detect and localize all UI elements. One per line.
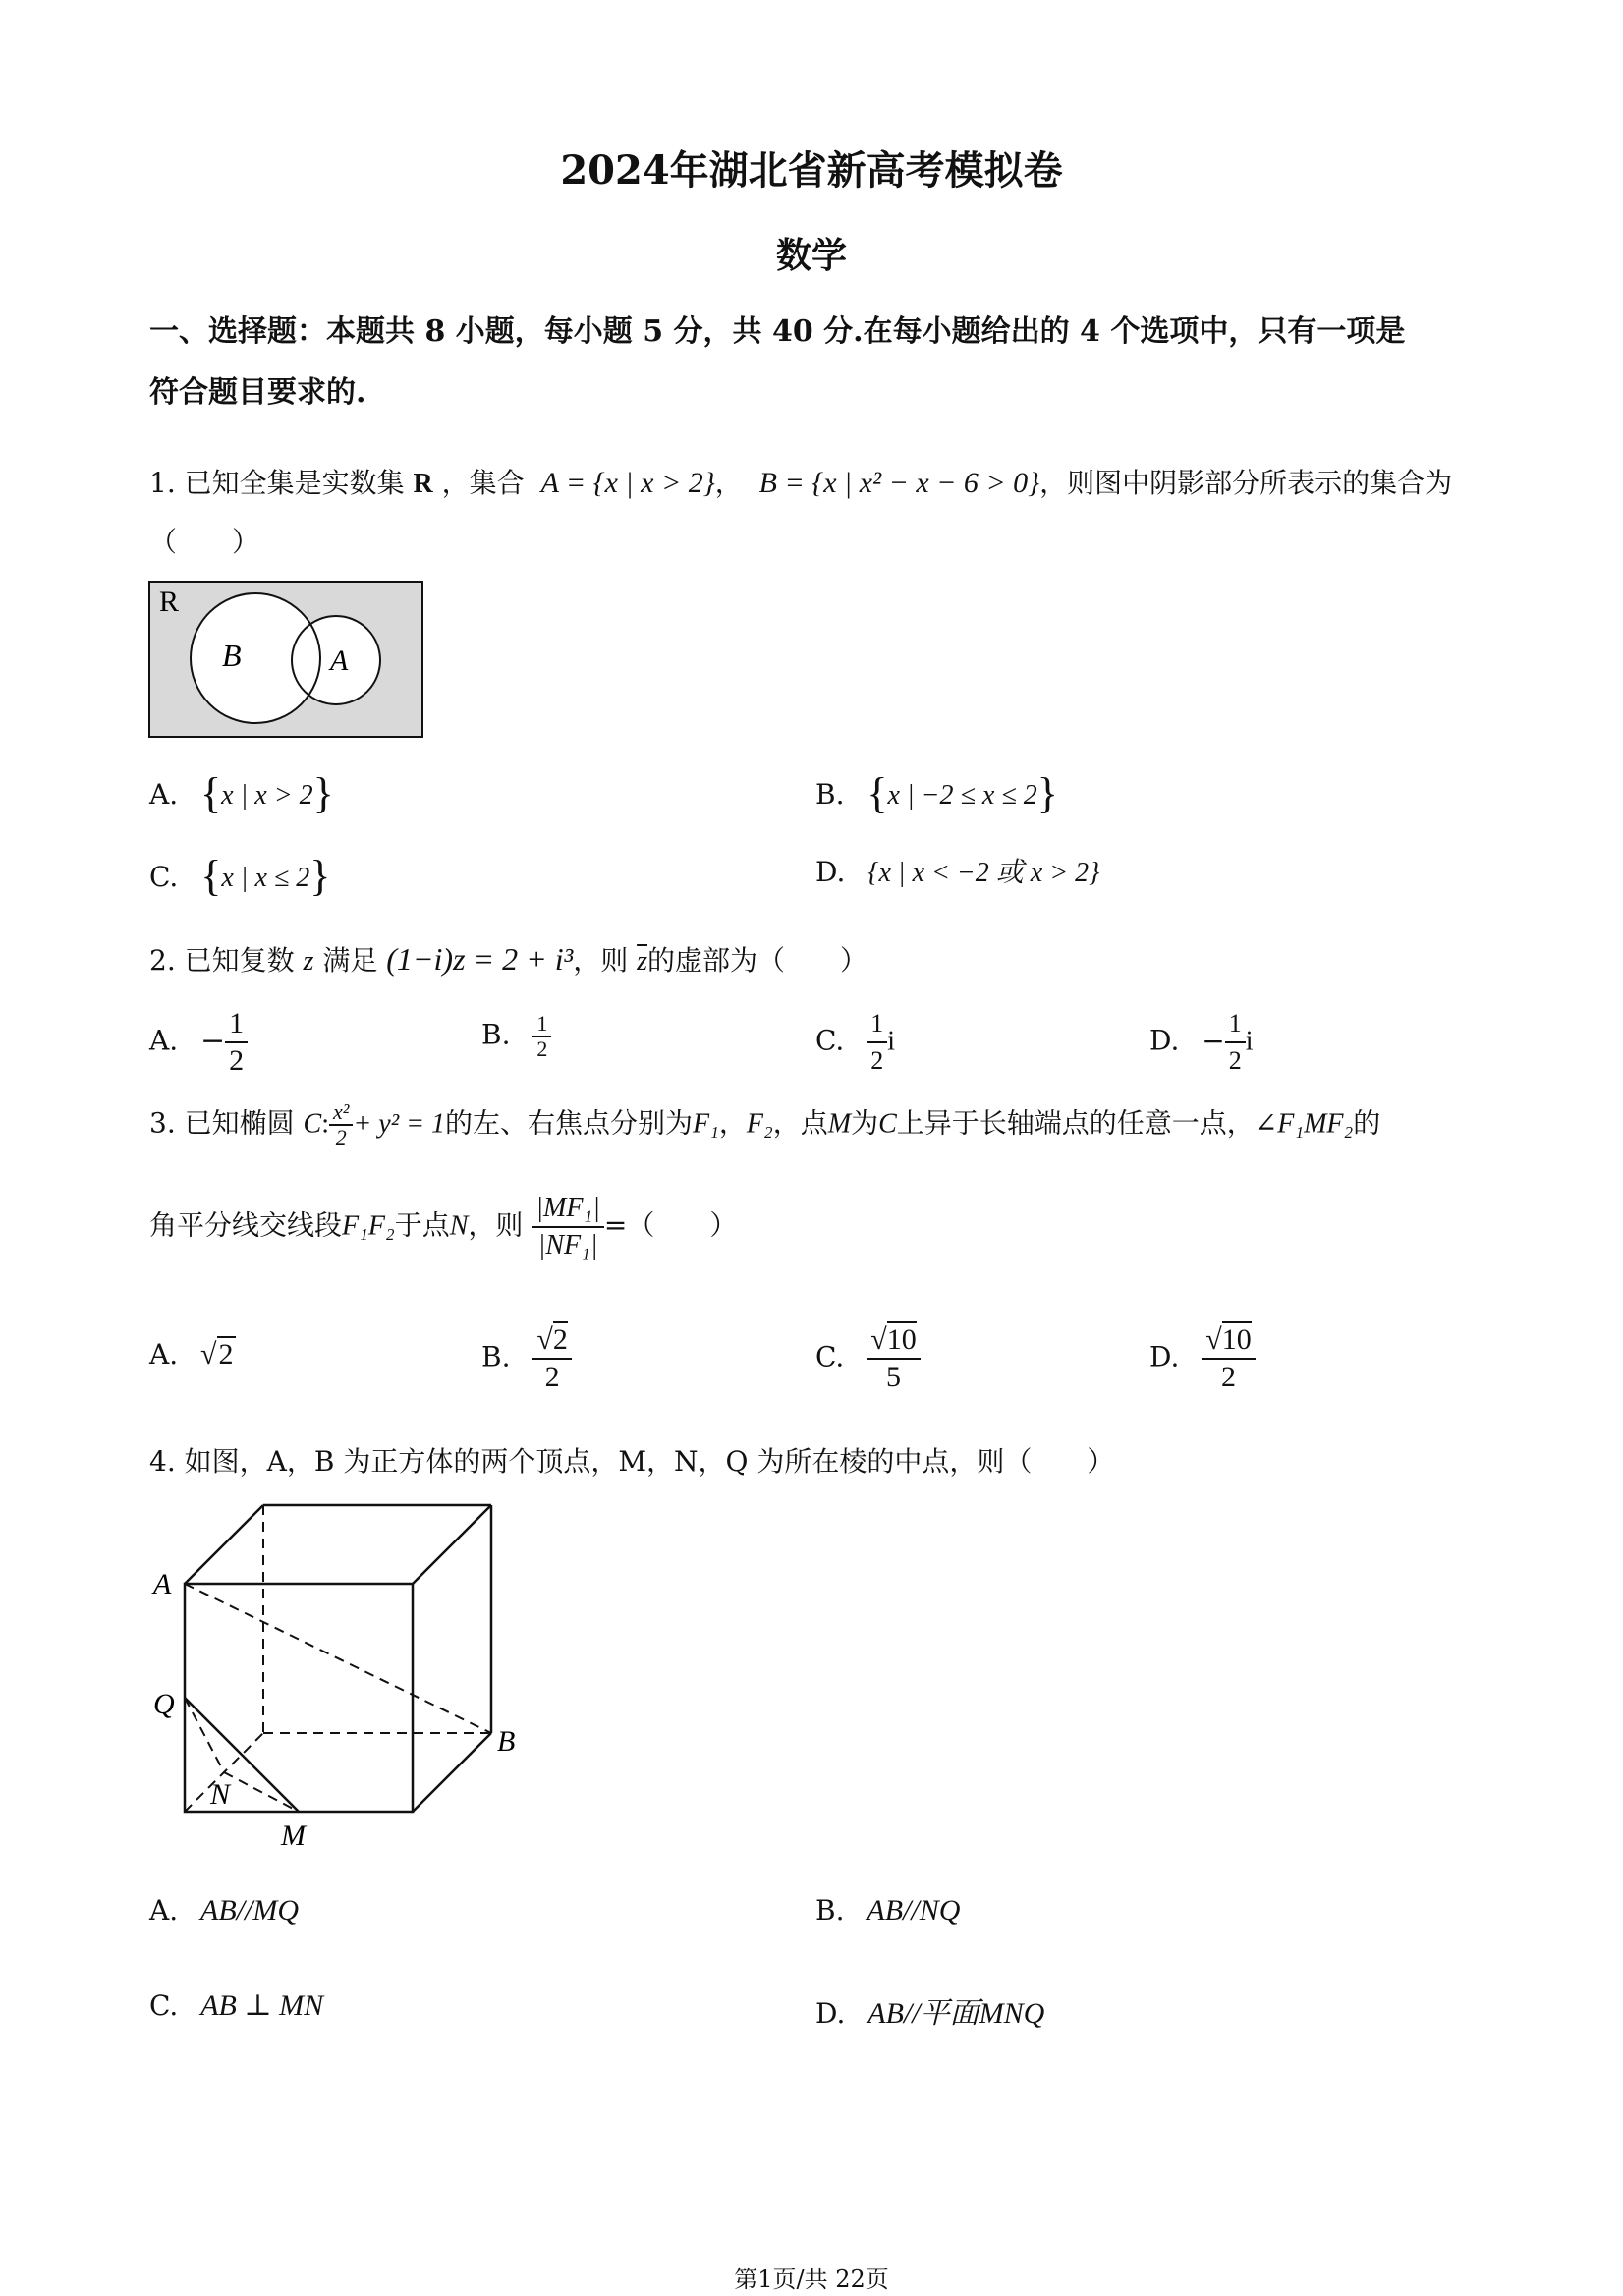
q3-n: N xyxy=(449,1210,469,1242)
q2-option-d-num: 1 xyxy=(1225,1006,1246,1043)
page-title: 2024年湖北省新高考模拟卷 xyxy=(560,147,1063,194)
q4-option-b-text: AB//NQ xyxy=(867,1894,961,1927)
q2-option-b-label: B. xyxy=(481,1018,511,1051)
venn-label-r: R xyxy=(159,586,180,618)
cube-label-q: Q xyxy=(153,1688,175,1720)
q3-line2b: 于点 xyxy=(394,1208,450,1242)
q4-option-d-text: AB//平面MNQ xyxy=(867,1997,1045,2030)
q3-option-d-label: D. xyxy=(1149,1340,1180,1373)
q1-option-d-label: D. xyxy=(815,856,846,888)
q1-option-b-label: B. xyxy=(815,778,845,811)
q2-option-d-sign: − xyxy=(1202,1024,1225,1057)
q1-suffix: ，则图中阴影部分所表示的集合为 xyxy=(1039,467,1453,499)
cube-figure xyxy=(147,1493,540,1847)
q2-option-d-label: D. xyxy=(1149,1024,1180,1057)
q3-option-b[interactable]: B. $\frac{√2}{2}$ xyxy=(481,1322,572,1395)
subject-title: 数学 xyxy=(775,235,847,276)
q4-option-b[interactable] xyxy=(815,1894,960,1928)
q2-option-b[interactable] xyxy=(481,1012,551,1061)
q1-real-set: R xyxy=(413,469,433,499)
q2-option-a[interactable] xyxy=(149,1006,248,1079)
q3-line2c: ，则 xyxy=(468,1208,524,1242)
question-3-stem-line2 xyxy=(149,1191,737,1263)
q2-z: z xyxy=(303,946,314,977)
q3-text4: 上异于长轴端点的任意一点， xyxy=(896,1106,1255,1140)
section-heading-line1: 一、选择题：本题共 8 小题，每小题 5 分，共 40 分.在每小题给出的 4 个选项中，只有一项是 xyxy=(149,314,1406,349)
q1-option-a[interactable]: A. {x | x > 2} xyxy=(149,769,334,817)
q2-option-a-num: 1 xyxy=(225,1006,248,1043)
q4-option-c-label: C. xyxy=(149,1989,179,2022)
cube-edge-bottom-right xyxy=(413,1733,491,1812)
cube-label-m: M xyxy=(281,1820,306,1847)
q3-option-c[interactable]: C. $\frac{√10}{5}$ xyxy=(815,1322,921,1395)
q4-option-b-label: B. xyxy=(815,1894,845,1927)
q3-angle: ∠F₁MF₂ xyxy=(1254,1108,1354,1140)
q3-text2: ，点 xyxy=(772,1106,828,1140)
q2-option-c[interactable] xyxy=(815,1006,895,1079)
q1-option-c[interactable]: C. {x | x ≤ 2} xyxy=(149,852,331,900)
cube-label-b: B xyxy=(497,1725,516,1758)
q2-equation: (1−i)z = 2 + i³ xyxy=(386,941,574,977)
q3-option-c-den: 5 xyxy=(885,1361,901,1393)
q4-option-a[interactable] xyxy=(149,1894,299,1928)
q2-option-a-den: 2 xyxy=(229,1044,245,1077)
q3-option-a-label: A. xyxy=(149,1338,179,1371)
q4-option-d[interactable] xyxy=(815,1988,1044,2032)
cube-line-ab xyxy=(185,1584,491,1733)
q3-line2a: 角平分线交线段 xyxy=(149,1208,343,1242)
q3-eq-den: 2 xyxy=(335,1125,347,1149)
q3-ratio-num: |MF₁| xyxy=(532,1191,604,1228)
q1-option-c-label: C. xyxy=(149,861,179,893)
q3-line2d: =（ ） xyxy=(603,1208,738,1242)
q3-f1f2: F₁F₂ xyxy=(342,1210,395,1242)
cube-line-qn xyxy=(185,1698,224,1772)
q1-option-a-label: A. xyxy=(149,778,179,811)
q3-ratio-den: |NF₁| xyxy=(537,1230,598,1260)
q2-option-a-label: A. xyxy=(149,1024,179,1057)
cube-label-a: A xyxy=(153,1568,172,1600)
q3-prefix: 3. 已知椭圆 xyxy=(149,1106,295,1140)
q3-c2: C xyxy=(878,1108,897,1140)
q4-option-c-text: AB ⊥ MN xyxy=(200,1989,324,2022)
q3-f1: F₁ xyxy=(693,1108,719,1140)
q1-answer-paren: （ ） xyxy=(149,526,260,558)
q2-option-c-label: C. xyxy=(815,1024,845,1057)
q1-set-a: A = {x | x > 2} xyxy=(540,467,715,499)
q3-c: C xyxy=(303,1108,322,1140)
question-4-stem: 4. 如图，A，B 为正方体的两个顶点，M，N，Q 为所在棱的中点，则（ ） xyxy=(149,1445,1115,1478)
q3-option-d-den: 2 xyxy=(1221,1361,1236,1393)
q3-text3: 为 xyxy=(851,1106,879,1140)
q1-set-b: B = {x | x² − x − 6 > 0} xyxy=(758,467,1040,499)
q2-option-c-den: 2 xyxy=(870,1046,884,1075)
q2-option-a-sign: − xyxy=(200,1023,226,1058)
q3-option-b-den: 2 xyxy=(544,1361,560,1393)
q2-option-c-unit: i xyxy=(887,1026,896,1057)
q4-option-d-label: D. xyxy=(815,1997,846,2030)
q2-mid: 满足 xyxy=(322,944,378,977)
cube-line-nm xyxy=(224,1772,299,1812)
cube-edge-top-right xyxy=(413,1505,491,1584)
cube-edge-top-left xyxy=(185,1505,263,1584)
q1-option-d-text: {x | x < −2 或 x > 2} xyxy=(867,858,1100,888)
q3-option-a[interactable]: A. √2 xyxy=(149,1338,234,1371)
q3-option-c-rad: 10 xyxy=(886,1323,917,1356)
q2-prefix: 2. 已知复数 xyxy=(149,944,295,977)
q4-option-a-label: A. xyxy=(149,1894,179,1927)
q3-m: M xyxy=(827,1108,852,1140)
q2-suffix1: ，则 xyxy=(573,944,629,977)
q3-option-d[interactable]: D. $\frac{√10}{2}$ xyxy=(1149,1322,1256,1395)
q1-option-c-text: x | x ≤ 2 xyxy=(221,863,310,893)
q3-option-c-label: C. xyxy=(815,1340,845,1373)
page-number: 第1页/共 22页 xyxy=(734,2266,889,2293)
section-heading-line2: 符合题目要求的. xyxy=(149,375,366,410)
q1-option-b-text: x | −2 ≤ x ≤ 2 xyxy=(887,780,1037,811)
cube-label-n: N xyxy=(210,1778,231,1811)
q3-text1: 的左、右焦点分别为 xyxy=(445,1106,694,1140)
q1-option-a-text: x | x > 2 xyxy=(221,780,313,811)
venn-label-a: A xyxy=(330,644,349,677)
q3-option-b-rad: 2 xyxy=(552,1323,568,1356)
question-3-stem-line1: 3. 已知椭圆 C: $\frac{\text{x²}}{2}$ + y² = 1的左、右焦点分别为F₁，F₂，点M为C上异于长轴端点的任意一点，∠F₁MF₂的 xyxy=(149,1099,1381,1149)
q1-mid: ，集合 xyxy=(441,467,525,499)
q2-option-b-num: 1 xyxy=(532,1012,551,1037)
question-1-stem: 1. 已知全集是实数集 R ，集合 A = {x | x > 2}， B = {x | x² − x − 6 > 0}，则图中阴影部分所表示的集合为 xyxy=(149,467,1453,499)
venn-label-b: B xyxy=(222,638,242,673)
q1-option-b[interactable]: B. {x | −2 ≤ x ≤ 2} xyxy=(815,769,1058,817)
q2-option-d[interactable] xyxy=(1149,1006,1254,1079)
q4-option-a-text: AB//MQ xyxy=(200,1894,300,1927)
q1-prefix: 1. 已知全集是实数集 xyxy=(149,467,405,499)
q3-option-a-rad: 2 xyxy=(218,1338,234,1371)
q3-eq-num: x² xyxy=(329,1100,353,1126)
q3-option-d-rad: 10 xyxy=(1221,1323,1252,1356)
q3-eq-rest: + y² = 1 xyxy=(353,1108,445,1140)
q2-suffix2: 的虚部为（ ） xyxy=(647,944,868,977)
q2-zbar: $\overline{z}$ xyxy=(637,946,648,977)
q3-text5: 的 xyxy=(1353,1106,1381,1140)
q1-option-d[interactable] xyxy=(815,851,1099,890)
q2-option-d-den: 2 xyxy=(1228,1046,1242,1075)
q4-option-c[interactable] xyxy=(149,1988,323,2023)
q3-f2: F₂ xyxy=(746,1108,773,1140)
venn-diagram xyxy=(147,580,424,739)
q2-option-d-unit: i xyxy=(1245,1026,1254,1057)
q3-option-b-label: B. xyxy=(481,1340,511,1373)
question-2-stem xyxy=(149,939,867,979)
q2-option-c-num: 1 xyxy=(867,1006,887,1043)
q2-option-b-den: 2 xyxy=(536,1036,548,1061)
